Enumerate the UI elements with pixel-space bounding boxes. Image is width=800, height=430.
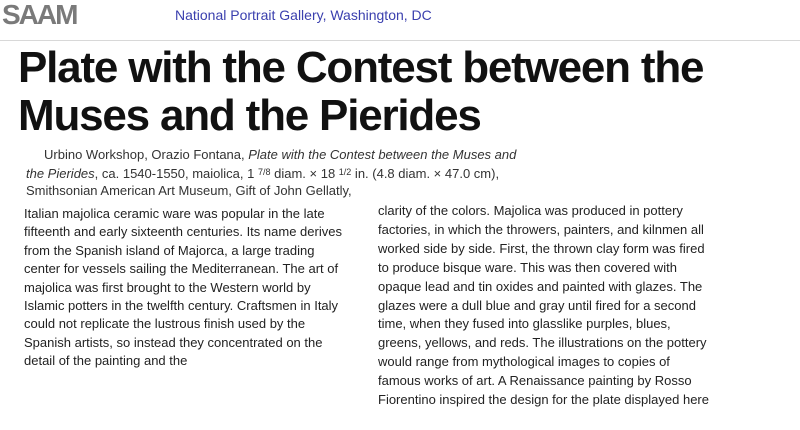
caption-diameter-label: diam. × 18 — [270, 165, 339, 181]
artwork-caption — [26, 146, 526, 200]
top-bar — [0, 0, 800, 41]
body-text-left-column — [24, 205, 354, 371]
caption-credit: in. (4.8 diam. × 47.0 cm), Smithsonian American Art Museum, Gift of John Gellatly, — [26, 165, 500, 198]
caption-date-medium: , ca. 1540-1550, maiolica, 1 — [94, 165, 258, 181]
left-column-paragraph: Italian majolica ceramic ware was popular in the late fifteenth and early sixteenth centuries. Its name derives from the Spanish island of Majorca, a large trading center for vessels sailing the Mediterranean. The art of majolica was first brought to the Western world by Islamic potters in the twelfth century. Craftsmen in Italy could not replicate the lustrous finish used by the Spanish artists, so instead they concentrated on the detail of the painting and the — [24, 206, 342, 369]
caption-width-fraction: 1/2 — [338, 166, 352, 177]
body-text-right-column — [378, 202, 713, 410]
artwork-title: Plate with the Contest between the Muses and the Pierides — [18, 43, 704, 140]
museum-location-link[interactable]: National Portrait Gallery, Washington, DC — [175, 7, 432, 23]
caption-italic-title: Plate with the Contest between the Muses and the Pierides — [26, 147, 517, 181]
saam-logo[interactable]: SAAM — [2, 0, 77, 30]
caption-diameter-fraction: 7/8 — [257, 166, 271, 177]
right-column-paragraph: clarity of the colors. Majolica was produced in pottery factories, in which the throwers, painters, and kilnmen all worked side by side. First, the thrown clay form was fired to produce bisque ware. This was then covered with opaque lead and tin oxides and painted with glazes. The glazes were a dull blue and gray until fired for a second time, when they fused into glasslike purples, blues, greens, yellows, and reds. The illustrations on the pottery would range from mythological images to copies of famous works of art. A Renaissance painting by Rosso Fiorentino inspired the design for the plate displayed here — [378, 203, 709, 408]
caption-artist: Urbino Workshop, Orazio Fontana, — [44, 147, 249, 162]
